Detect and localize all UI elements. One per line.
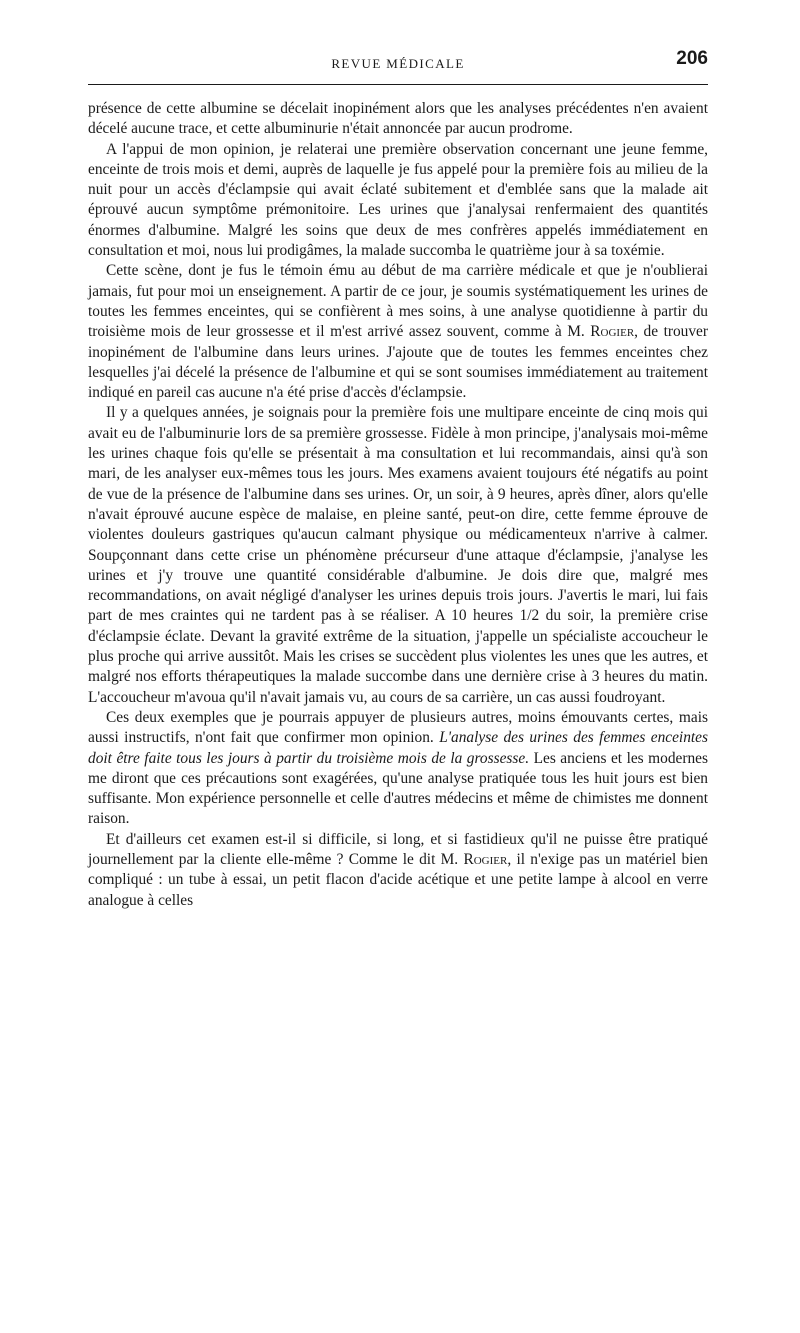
document-page <box>88 46 708 911</box>
paragraph-3-text-before: Cette scène, dont je fus le témoin ému au début de ma carrière médicale et que je n'oublierai jamais, fut pour moi un enseignement. A partir de ce jour, je soumis systématiquement les urines de toutes les femmes enceintes, qui se confièrent à mes soins, à une analyse quotidienne à partir du troisième mois de leur grossesse et il m'est arrivé assez souvent, comme à M. <box>88 262 708 341</box>
paragraph-6-text-before: Et d'ailleurs cet examen est-il si difficile, si long, et si fastidieux qu'il ne puisse être pratiqué journellement par la cliente elle-même ? Comme le dit M. <box>88 830 708 868</box>
paragraph-2: A l'appui de mon opinion, je relaterai une première observation concernant une jeune femme, enceinte de trois mois et demi, auprès de laquelle je fus appelé pour la première fois au milieu de la nuit pour un accès d'éclampsie qui avait éclaté subitement et d'emblée sans que la malade ait éprouvé aucun symptôme prémonitoire. Les urines que j'analysai renfermaient des quantités énormes d'albumine. Malgré les soins que deux de mes confrères appelés immédiatement en consultation et moi, nous lui prodigâmes, la malade succomba le quatrième jour à sa toxémie. <box>88 140 708 260</box>
paragraph-5-text-before: Ces deux exemples que je pourrais appuyer de plusieurs autres, moins émouvants certes, mais aussi instructifs, n'ont fait que confirmer mon opinion. <box>88 708 708 747</box>
author-name-rogier: Rogier <box>463 850 508 868</box>
body-text <box>88 99 708 911</box>
page-number: 206 <box>676 48 708 69</box>
author-name-rogier: Rogier <box>590 323 635 341</box>
italic-conclusion: L'analyse des urines des femmes enceintes doit être faite tous les jours à partir du troisième mois de la grossesse. <box>88 729 708 767</box>
paragraph-3 <box>88 261 708 403</box>
journal-title: REVUE MÉDICALE <box>331 56 465 71</box>
paragraph-6 <box>88 830 708 911</box>
paragraph-4: Il y a quelques années, je soignais pour la première fois une multipare enceinte de cinq mois qui avait eu de l'albuminurie lors de sa première grossesse. Fidèle à mon principe, j'analysais moi-même les urines chaque fois qu'elle se présentait à ma consultation et lui recommandais, ainsi qu'à son mari, de les analyser eux-mêmes tous les jours. Mes examens avaient toujours été négatifs au point de vue de la présence de l'albumine dans ses urines. Or, un soir, à 9 heures, après dîner, alors qu'elle n'avait éprouvé aucune espèce de malaise, en pleine santé, peut-on dire, cette femme éprouve de violentes douleurs gastriques qu'aucun calmant physique ou médicamenteux n'arrive à calmer. Soupçonnant dans cette crise un phénomène précurseur d'une attaque d'éclampsie, j'analyse les urines et j'y trouve une quantité considérable d'albumine. Je dois dire que, malgré mes recommandations, on avait négligé d'analyser les urines depuis trois jours. J'avertis le mari, lui fais part de mes craintes qui ne tardent pas à se réaliser. A 10 heures 1/2 du soir, la première crise d'éclampsie éclate. Devant la gravité extrême de la situation, j'appelle un spécialiste accoucheur le plus proche qui arrive aussitôt. Mais les crises se succèdent plus violentes les unes que les autres, et malgré nos efforts thérapeutiques la malade succombe dans une dernière crise à 3 heures du matin. L'accoucheur m'avoua qu'il n'avait jamais vu, au cours de sa carrière, un cas aussi foudroyant. <box>88 404 708 706</box>
header-rule <box>88 84 708 85</box>
paragraph-5-text-after: Les anciens et les modernes me diront que ces précautions sont exagérées, qu'une analyse pratiquée tous les huit jours est bien suffisante. Mon expérience personnelle et celle d'autres médecins et même de chimistes me donnent raison. <box>88 749 708 828</box>
paragraph-3-text-after: , de trouver inopinément de l'albumine dans leurs urines. J'ajoute que de toutes les femmes enceintes chez lesquelles j'ai décelé la présence de l'albumine et qui se sont soumises immédiatement au traitement indiqué en pareil cas aucune n'a été prise d'accès d'éclampsie. <box>88 323 709 402</box>
paragraph-1: présence de cette albumine se décelait inopinément alors que les analyses précédentes n'en avaient décelé aucune trace, et cette albuminurie n'était annoncée par aucun prodrome. <box>88 100 708 138</box>
paragraph-6-text-after: , il n'exige pas un matériel bien compliqué : un tube à essai, un petit flacon d'acide acétique et une petite lampe à alcool en verre analogue à celles <box>88 850 709 909</box>
paragraph-5 <box>88 708 708 830</box>
running-header <box>88 46 708 78</box>
